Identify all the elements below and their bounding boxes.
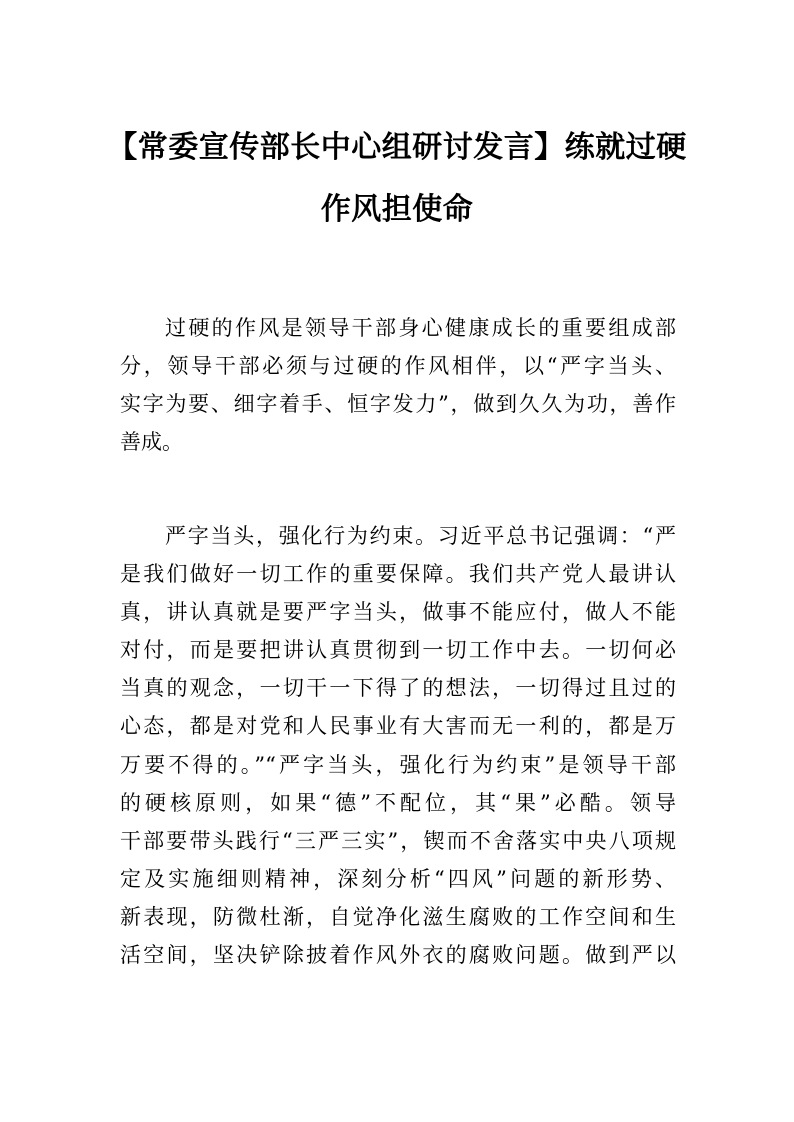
paragraph-2-line: 新表现，防微杜渐，自觉净化滋生腐败的工作空间和生 xyxy=(120,904,676,929)
paragraph-2-line: 当真的观念，一切干一下得了的想法，一切得过且过的 xyxy=(120,676,676,701)
paragraph-1-line: 实字为要、细字着手、恒字发力”，做到久久为功，善作 xyxy=(120,392,676,417)
paragraph-2-line: 心态，都是对党和人民事业有大害而无一利的，都是万 xyxy=(120,714,676,739)
paragraph-2-line: 真，讲认真就是要严字当头，做事不能应付，做人不能 xyxy=(120,600,676,625)
paragraph-2-line: 干部要带头践行“三严三实”，锲而不舍落实中央八项规 xyxy=(120,828,676,853)
paragraph-1-line: 过硬的作风是领导干部身心健康成长的重要组成部 xyxy=(165,316,676,340)
paragraph-2-line: 对付，而是要把讲认真贯彻到一切工作中去。一切何必 xyxy=(120,638,676,663)
document-title-line-2: 作风担使命 xyxy=(320,192,474,227)
paragraph-1-line: 分，领导干部必须与过硬的作风相伴，以“严字当头、 xyxy=(120,354,676,379)
paragraph-1 xyxy=(120,309,676,461)
paragraph-1-line: 善成。 xyxy=(120,430,183,455)
paragraph-2-line: 严字当头，强化行为约束。习近平总书记强调：“严 xyxy=(165,524,676,548)
paragraph-2 xyxy=(120,517,676,974)
paragraph-2-line: 的硬核原则，如果“德”不配位，其“果”必酷。领导 xyxy=(120,790,676,815)
paragraph-2-line: 定及实施细则精神，深刻分析“四风”问题的新形势、 xyxy=(120,866,676,891)
paragraph-2-line: 是我们做好一切工作的重要保障。我们共产党人最讲认 xyxy=(120,562,676,587)
paragraph-2-line: 活空间，坚决铲除披着作风外衣的腐败问题。做到严以 xyxy=(120,943,676,968)
paragraph-2-line: 万要不得的。”“严字当头，强化行为约束”是领导干部 xyxy=(120,752,676,777)
document-title-line-1: 【常委宣传部长中心组研讨发言】练就过硬 xyxy=(107,130,687,165)
